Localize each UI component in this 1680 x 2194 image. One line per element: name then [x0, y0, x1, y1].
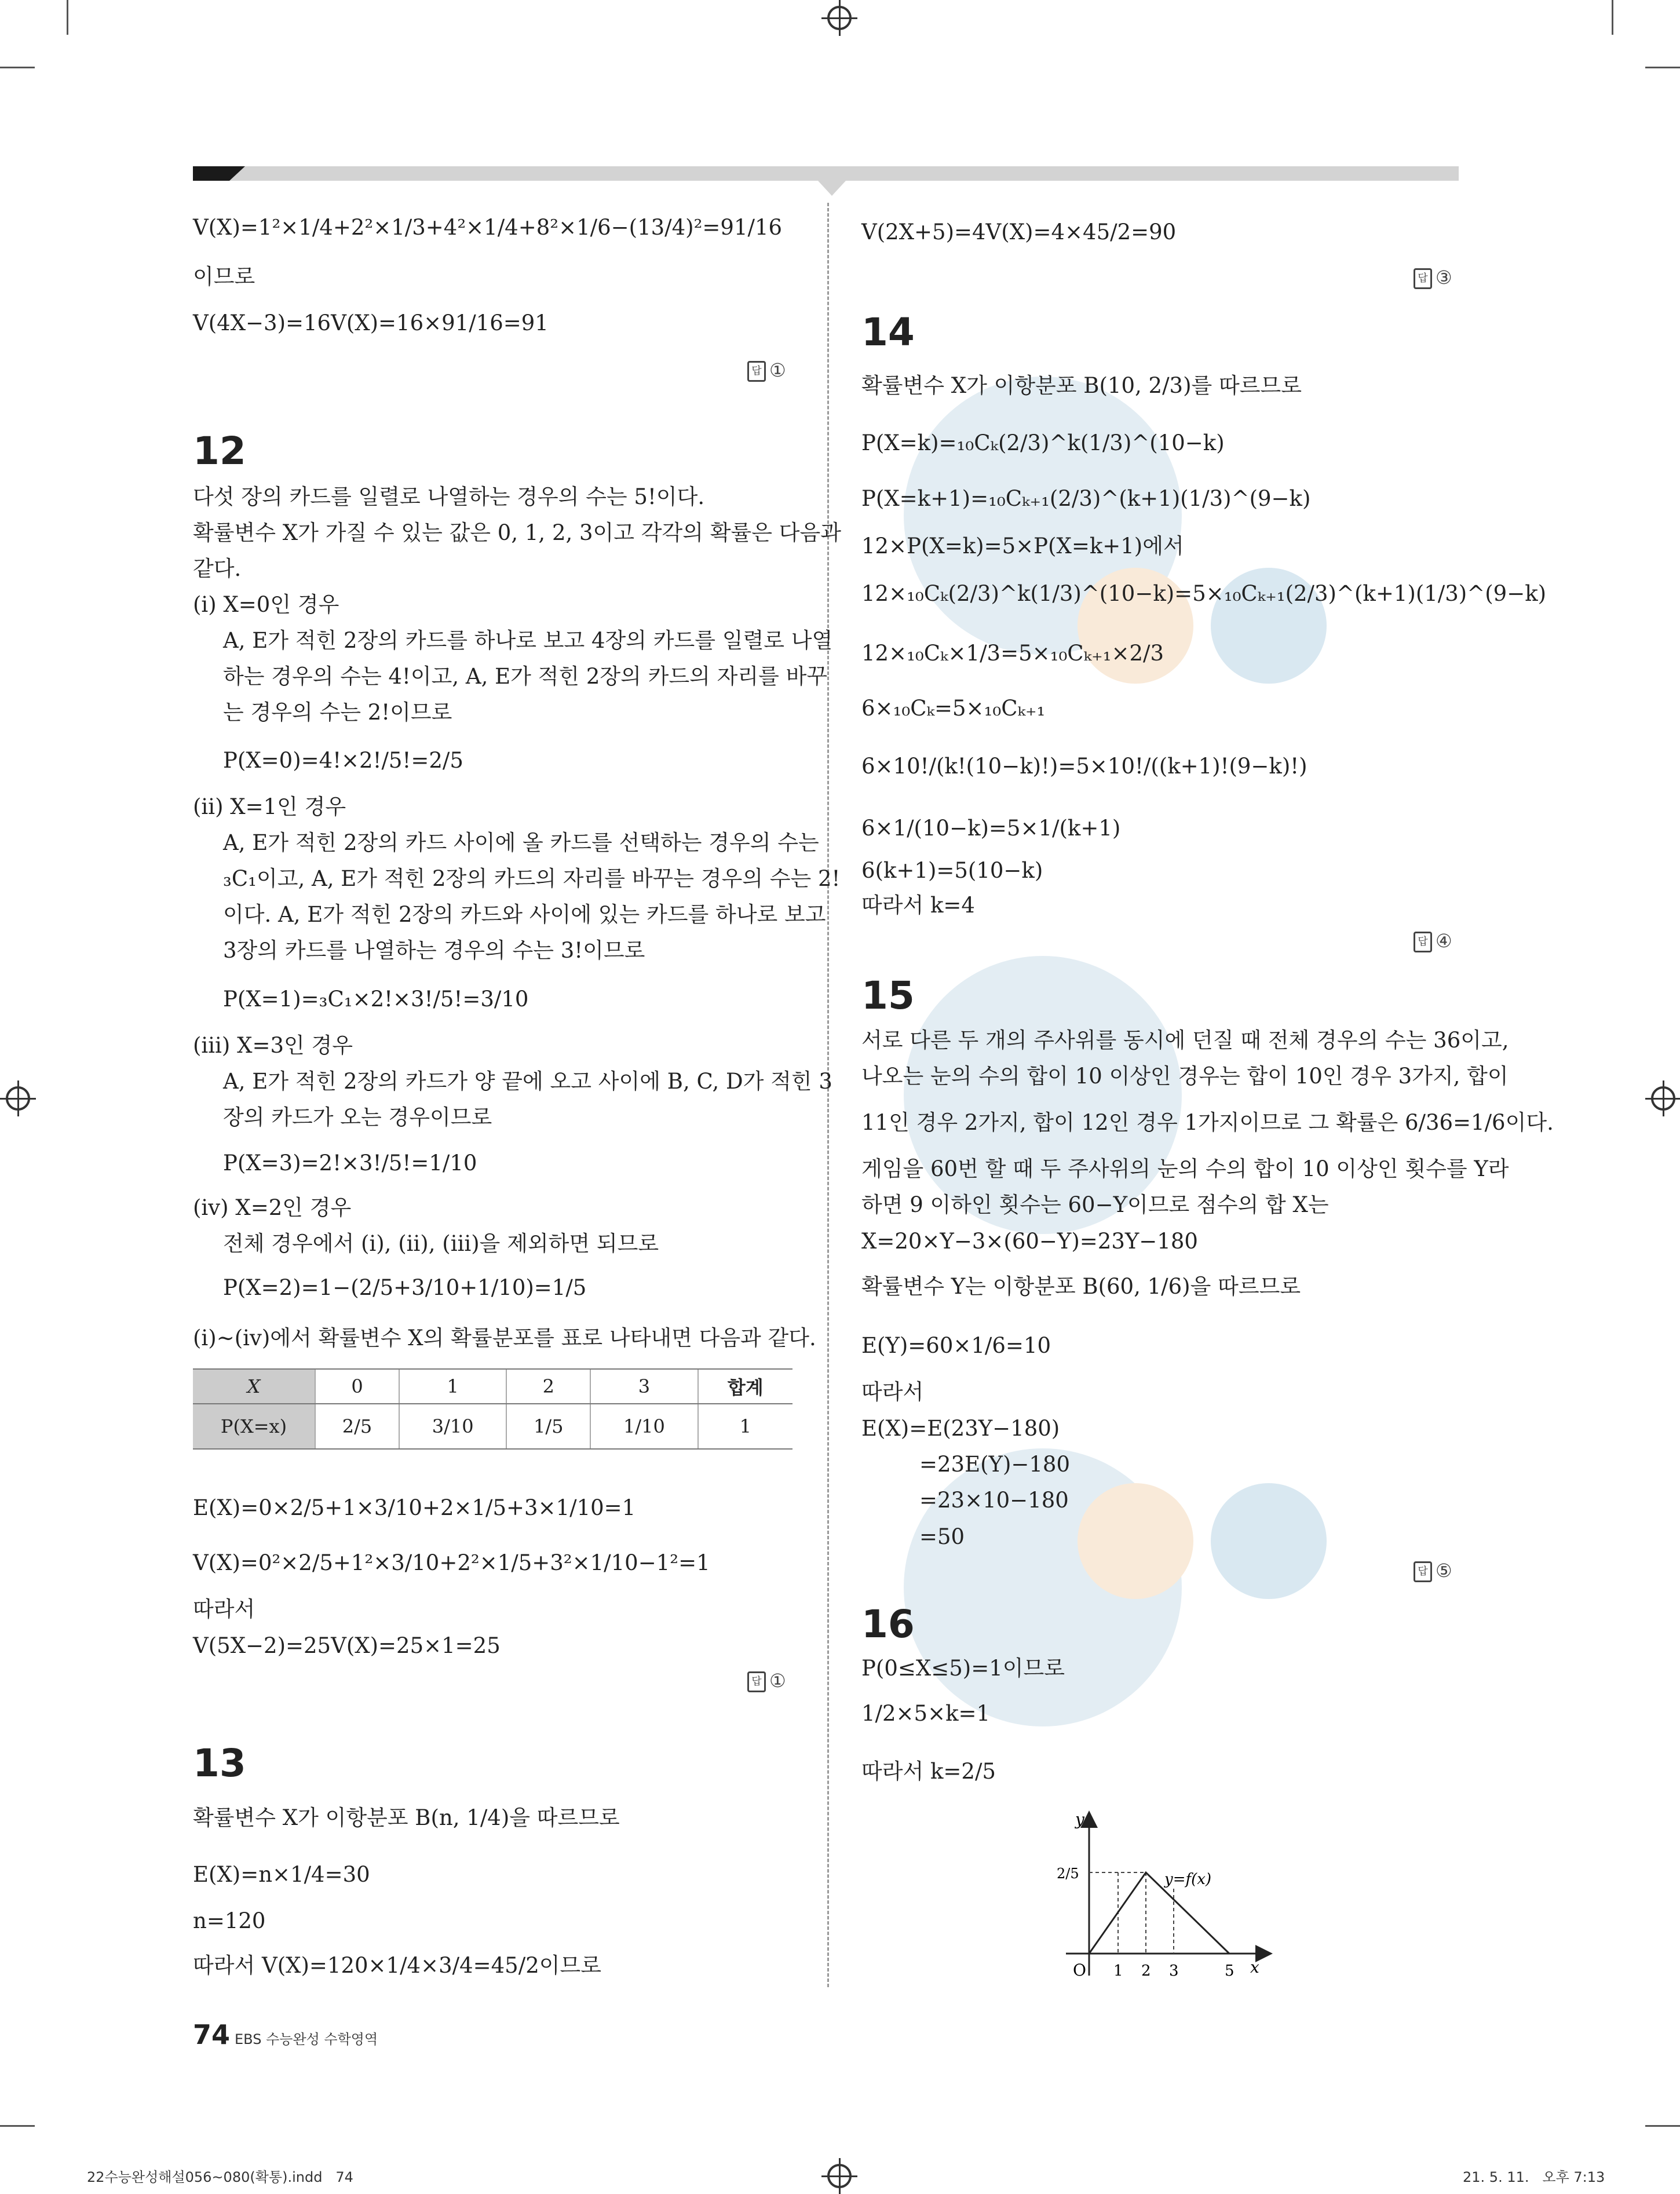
table-cell: 1 [399, 1369, 506, 1404]
question-number: 14 [861, 310, 915, 355]
text-line: 확률변수 Y는 이항분포 B(60, 1/6)을 따르므로 [861, 1274, 1301, 1299]
formula-line: n=120 [193, 1908, 266, 1933]
registration-mark-icon [827, 6, 852, 30]
text-line: 이므로 [193, 264, 255, 289]
table-cell: 합계 [698, 1369, 792, 1404]
formula-line: P(X=k+1)=₁₀Cₖ₊₁(2/3)^(k+1)(1/3)^(9−k) [861, 486, 1311, 511]
answer-icon: 답 [1414, 1561, 1432, 1582]
text-line: 따라서 k=4 [861, 893, 975, 918]
watermark-circle [1078, 1483, 1193, 1599]
text-line: 다섯 장의 카드를 일렬로 나열하는 경우의 수는 5!이다. [193, 484, 705, 509]
formula-line: V(5X−2)=25V(X)=25×1=25 [193, 1633, 501, 1658]
formula-line: V(4X−3)=16V(X)=16×91/16=91 [193, 311, 549, 335]
answer-icon: 답 [1414, 932, 1432, 952]
answer-icon: 답 [1414, 268, 1432, 289]
x-axis-label: x [1250, 1958, 1259, 1977]
crop-mark [1645, 2125, 1680, 2127]
formula-line: E(X)=E(23Y−180) [861, 1416, 1060, 1441]
case-heading: (ⅳ) X=2인 경우 [193, 1195, 352, 1220]
table-row [193, 1404, 792, 1449]
formula-line: 6×₁₀Cₖ=5×₁₀Cₖ₊₁ [861, 696, 1046, 721]
watermark-circle [1211, 1483, 1327, 1599]
answer-value: ① [769, 1670, 786, 1692]
formula-line: =23×10−180 [919, 1488, 1069, 1513]
question-number: 12 [193, 429, 246, 473]
text-line: 게임을 60번 할 때 두 주사위의 눈의 수의 합이 10 이상인 횟수를 Y라 [861, 1156, 1509, 1181]
timestamp: 21. 5. 11. 오후 7:13 [1463, 2169, 1605, 2185]
table-cell: 1/5 [506, 1404, 590, 1449]
text-line: 3장의 카드를 나열하는 경우의 수는 3!이므로 [223, 938, 645, 963]
formula-line: E(X)=n×1/4=30 [193, 1862, 370, 1887]
text-line: ₃C₁이고, A, E가 적힌 2장의 카드의 자리를 바꾸는 경우의 수는 2! [223, 866, 841, 891]
origin-label: O [1073, 1961, 1086, 1980]
answer-icon: 답 [747, 1671, 766, 1692]
table-cell: P(X=x) [193, 1404, 315, 1449]
formula-line: =23E(Y)−180 [919, 1452, 1071, 1477]
answer-value: ③ [1436, 267, 1452, 289]
x-tick-label: 1 [1113, 1962, 1123, 1980]
text-line: 하는 경우의 수는 4!이고, A, E가 적힌 2장의 카드의 자리를 바꾸 [223, 664, 828, 689]
text-line: 확률변수 X가 가질 수 있는 값은 0, 1, 2, 3이고 각각의 확률은 다음과 [193, 520, 841, 545]
text-line: 나오는 눈의 수의 합이 10 이상인 경우는 합이 10인 경우 3가지, 합이 [861, 1064, 1509, 1089]
formula-line: P(0≤X≤5)=1이므로 [861, 1656, 1065, 1681]
text-line: A, E가 적힌 2장의 카드가 양 끝에 오고 사이에 B, C, D가 적힌 3 [223, 1069, 832, 1094]
table-cell: X [193, 1369, 315, 1404]
text-line: 11인 경우 2가지, 합이 12인 경우 1가지이므로 그 확률은 6/36=1/6이다. [861, 1110, 1554, 1135]
question-number: 15 [861, 973, 915, 1018]
book-title: EBS 수능완성 수학영역 [235, 2031, 378, 2047]
formula-line: 6×10!/(k!(10−k)!)=5×10!/((k+1)!(9−k)!) [861, 754, 1308, 779]
formula-line: E(X)=0×2/5+1×3/10+2×1/5+3×1/10=1 [193, 1495, 636, 1520]
registration-mark-icon [6, 1086, 30, 1111]
table-cell: 0 [315, 1369, 399, 1404]
table-row [193, 1369, 792, 1404]
header-notch [818, 181, 846, 196]
formula-line: 6(k+1)=5(10−k) [861, 858, 1043, 883]
formula-line: 1/2×5×k=1 [861, 1701, 991, 1726]
answer-icon: 답 [747, 361, 766, 382]
formula-line: P(X=1)=₃C₁×2!×3!/5!=3/10 [223, 987, 529, 1012]
case-heading: (ⅲ) X=3인 경우 [193, 1033, 353, 1058]
text-line: 하면 9 이하인 횟수는 60−Y이므로 점수의 합 X는 [861, 1192, 1329, 1217]
formula-line: V(X)=1²×1/4+2²×1/3+4²×1/4+8²×1/6−(13/4)²=91/16 [193, 215, 783, 240]
page-number: 74 [193, 2019, 231, 2050]
registration-mark-icon [827, 2164, 852, 2188]
y-axis-label: y [1075, 1810, 1084, 1829]
question-number: 13 [193, 1741, 246, 1786]
registration-mark-icon [1651, 1086, 1675, 1111]
formula-line: E(Y)=60×1/6=10 [861, 1333, 1051, 1358]
probability-table [193, 1368, 792, 1450]
formula-line: 6×1/(10−k)=5×1/(k+1) [861, 816, 1121, 841]
question-number: 16 [861, 1602, 915, 1647]
answer-mark [1414, 267, 1452, 289]
crop-mark [0, 2125, 35, 2127]
formula-line: 12×P(X=k)=5×P(X=k+1)에서 [861, 534, 1184, 558]
table-cell: 1 [698, 1404, 792, 1449]
crop-mark [1612, 0, 1613, 35]
formula-line: V(2X+5)=4V(X)=4×45/2=90 [861, 220, 1177, 244]
text-line: 확률변수 X가 이항분포 B(n, 1/4)을 따르므로 [193, 1805, 620, 1830]
density-graph [1054, 1808, 1274, 1981]
text-line: 는 경우의 수는 2!이므로 [223, 700, 452, 725]
formula-line: P(X=k)=₁₀Cₖ(2/3)^k(1/3)^(10−k) [861, 430, 1225, 455]
formula-line: 12×₁₀Cₖ×1/3=5×₁₀Cₖ₊₁×2/3 [861, 641, 1164, 666]
text-line: 이다. A, E가 적힌 2장의 카드와 사이에 있는 카드를 하나로 보고 [223, 902, 826, 927]
case-heading: (ⅱ) X=1인 경우 [193, 794, 346, 819]
text-line: A, E가 적힌 2장의 카드 사이에 올 카드를 선택하는 경우의 수는 [223, 830, 819, 855]
answer-mark [747, 1670, 786, 1692]
x-tick-label: 5 [1225, 1962, 1235, 1980]
text-line: 따라서 [861, 1379, 924, 1404]
text-line: 전체 경우에서 (ⅰ), (ⅱ), (ⅲ)을 제외하면 되므로 [223, 1231, 659, 1256]
file-name: 22수능완성해설056~080(확통).indd 74 [87, 2169, 353, 2185]
text-line: 확률변수 X가 이항분포 B(10, 2/3)를 따르므로 [861, 373, 1302, 398]
text-line: 따라서 [193, 1597, 255, 1622]
text-line: 같다. [193, 556, 242, 581]
answer-value: ⑤ [1436, 1560, 1452, 1582]
formula-line: X=20×Y−3×(60−Y)=23Y−180 [861, 1229, 1198, 1254]
answer-mark [1414, 1560, 1452, 1582]
x-tick-label: 2 [1141, 1962, 1151, 1980]
formula-line: =50 [919, 1524, 965, 1549]
answer-value: ④ [1436, 930, 1452, 952]
crop-mark [67, 0, 68, 35]
crop-mark [1645, 67, 1680, 68]
formula-line: 따라서 k=2/5 [861, 1759, 996, 1784]
table-cell: 2/5 [315, 1404, 399, 1449]
table-cell: 1/10 [590, 1404, 697, 1449]
table-cell: 3/10 [399, 1404, 506, 1449]
y-tick-label: 2/5 [1057, 1866, 1079, 1882]
table-cell: 2 [506, 1369, 590, 1404]
x-tick-label: 3 [1169, 1962, 1179, 1980]
formula-line: 12×₁₀Cₖ(2/3)^k(1/3)^(10−k)=5×₁₀Cₖ₊₁(2/3)^(k+1)(1/3)^(9−k) [861, 581, 1547, 606]
formula-line: P(X=0)=4!×2!/5!=2/5 [223, 748, 463, 773]
formula-line: P(X=3)=2!×3!/5!=1/10 [223, 1151, 477, 1176]
formula-line: P(X=2)=1−(2/5+3/10+1/10)=1/5 [223, 1275, 587, 1300]
table-cell: 3 [590, 1369, 697, 1404]
text-line: 장의 카드가 오는 경우이므로 [223, 1105, 492, 1130]
curve-label: y=f(x) [1164, 1871, 1212, 1888]
formula-line: 따라서 V(X)=120×1/4×3/4=45/2이므로 [193, 1953, 601, 1978]
text-line: (ⅰ)~(ⅳ)에서 확률변수 X의 확률분포를 표로 나타내면 다음과 같다. [193, 1326, 816, 1350]
header-bar [193, 166, 1459, 181]
crop-mark [0, 67, 35, 68]
text-line: 서로 다른 두 개의 주사위를 동시에 던질 때 전체 경우의 수는 36이고, [861, 1028, 1509, 1053]
formula-line: V(X)=0²×2/5+1²×3/10+2²×1/5+3²×1/10−1²=1 [193, 1550, 710, 1575]
text-line: A, E가 적힌 2장의 카드를 하나로 보고 4장의 카드를 일렬로 나열 [223, 628, 833, 653]
answer-mark [747, 359, 786, 382]
answer-mark [1414, 930, 1452, 952]
case-heading: (ⅰ) X=0인 경우 [193, 592, 339, 617]
answer-value: ① [769, 359, 786, 381]
